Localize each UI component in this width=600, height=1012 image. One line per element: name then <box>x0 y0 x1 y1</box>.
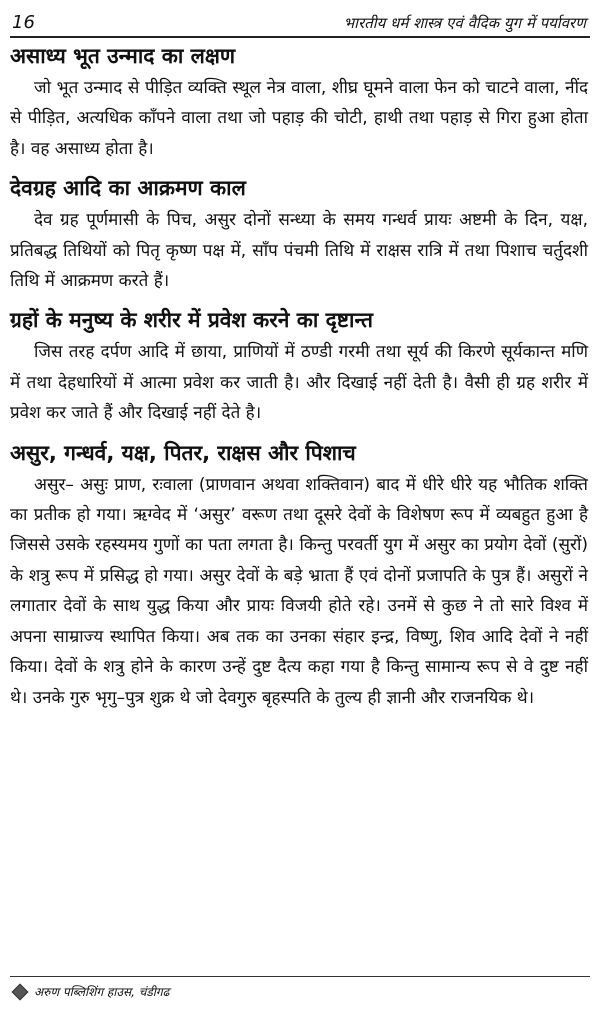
section-asur-gandharv <box>10 439 588 713</box>
section-devgrah-aakraman <box>10 174 588 296</box>
section-grah-pravesh <box>10 306 588 428</box>
publisher-name: अरुण पब्लिशिंग हाउस, चंडीगढ <box>34 985 170 999</box>
section-heading: ग्रहों के मनुष्य के शरीर में प्रवेश करने का दृष्टान्त <box>10 308 373 333</box>
section-heading: असाध्य भूत उन्माद का लक्षण <box>10 44 236 68</box>
page-header <box>10 6 590 38</box>
running-title: भारतीय धर्म शास्त्र एवं वैदिक युग में पर्यावरण <box>343 14 586 32</box>
section-paragraph: जिस तरह दर्पण आदि में छाया, प्राणियों में ठण्डी गरमी तथा सूर्य की किरणे सूर्यकान्त मणि में तथा देहधारियों में आत्मा प्रवेश कर जाती है। और दिखाई नहीं देती है। वैसी ही ग्रह शरीर में प्रवेश कर जाते हैं और दिखाई नहीं देते है। <box>10 342 588 424</box>
page-content <box>10 42 588 723</box>
section-heading: असुर, गन्धर्व, यक्ष, पितर, राक्षस और पिशाच <box>10 440 356 465</box>
diamond-logo-icon <box>12 983 29 1000</box>
page-footer <box>10 976 590 1000</box>
page-number: 16 <box>12 12 35 33</box>
section-heading: देवग्रह आदि का आक्रमण काल <box>10 176 246 201</box>
section-asadhya-unmad <box>10 42 588 164</box>
section-paragraph: जो भूत उन्माद से पीड़ित व्यक्ति स्थूल नेत्र वाला, शीघ्र घूमने वाला फेन को चाटने वाला, नींद से पीड़ित, अत्यधिक काँपने वाला तथा जो पहाड़ की चोटी, हाथी तथा पहाड़ से गिरा हुआ होता है। वह असाध्य होता है। <box>10 78 588 159</box>
section-paragraph: देव ग्रह पूर्णमासी के पिच, असुर दोनों सन्ध्या के समय गन्धर्व प्रायः अष्टमी के दिन, यक्ष, प्रतिबद्ध तिथियों को पितृ कृष्ण पक्ष में, साँप पंचमी तिथि में राक्षस रात्रि में तथा पिशाच चर्तुदशी तिथि में आक्रमण करते हैं। <box>10 210 588 292</box>
section-paragraph: असुर– असुः प्राण, रःवाला (प्राणवान अथवा शक्तिवान) बाद में धीरे धीरे यह भौतिक शक्ति का प्रतीक हो गया। ऋग्वेद में ‘असुर’ वरूण तथा दूसरे देवों के विशेषण रूप में व्यबहुत हुआ है जिससे उसके रहस्यमय गुणों का पता लगता है। किन्तु परवर्ती युग में असुर का प्रयोग देवों (सुरों) के शत्रु रूप में प्रसिद्ध हो गया। असुर देवों के बड़े भ्राता हैं एवं दोनों प्रजापति के पुत्र हैं। असुरों ने लगातार देवों के साथ युद्ध किया और प्रायः विजयी होते रहे। उनमें से कुछ ने तो सारे विश्व में अपना साम्राज्य स्थापित किया। अब तक का उनका संहार इन्द्र, विष्णु, शिव आदि देवों ने नहीं किया। देवों के शत्रु होने के कारण उन्हें दुष्ट दैत्य कहा गया है किन्तु सामान्य रूप से वे दुष्ट नहीं थे। उनके गुरु भृगु–पुत्र शुक्र थे जो देवगुरु बृहस्पति के तुल्य ही ज्ञानी और राजनयिक थे। <box>10 474 588 708</box>
